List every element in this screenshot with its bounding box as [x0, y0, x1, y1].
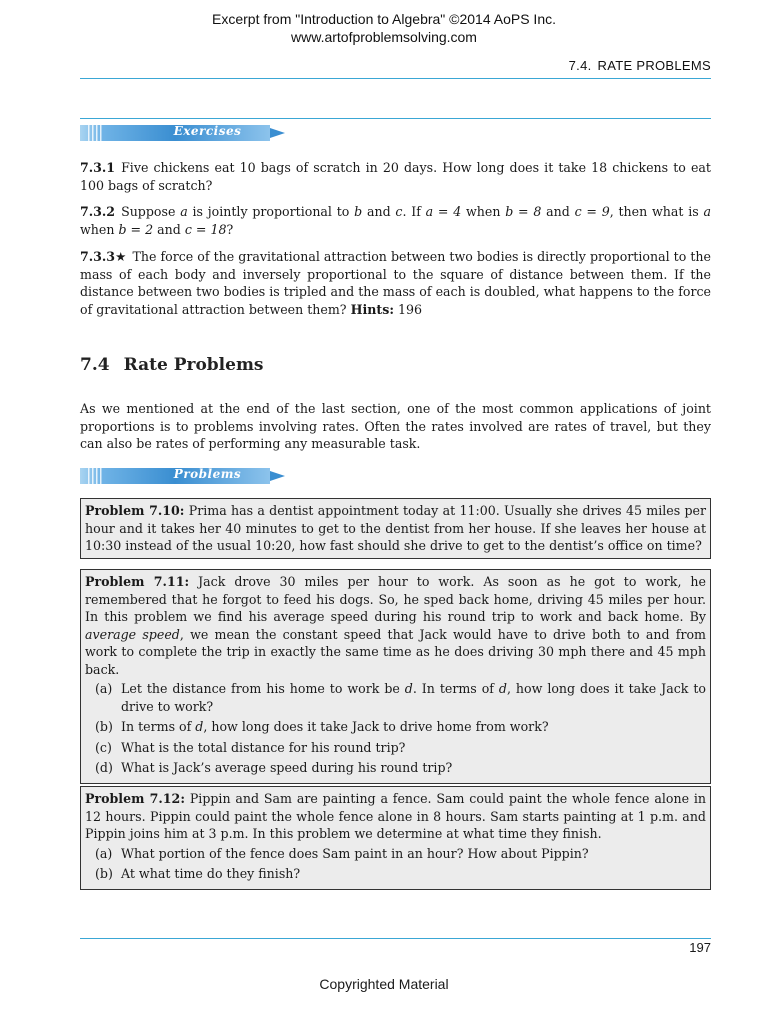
exercises-banner: [80, 122, 290, 144]
part-text: , how long does it take Jack to drive to work?: [121, 681, 706, 714]
problem-title: Problem 7.12:: [85, 791, 185, 806]
part-text: . In terms of: [412, 681, 494, 696]
part-text: Let the distance from his home to work be: [121, 681, 400, 696]
excerpt-title: Excerpt from "Introduction to Algebra" ©2014 AoPS Inc.: [212, 11, 556, 27]
variable: d: [404, 681, 413, 696]
part-label: (a): [95, 845, 113, 861]
variable: a: [180, 204, 188, 219]
problem-text: Prima has a dentist appointment today at 11:00. Usually she drives 45 miles per hour and it takes her 40 minutes to get to the dentist from her house. If she leaves her house at 10:30 instead of the usual 10:20, how fast should she drive to get to the dentist’s office on time?: [85, 503, 706, 553]
problem-text: , we mean the constant speed that Jack would have to drive both to and from work to complete the trip in exactly the same time as he does driving 30 mph there and 45 mph back.: [85, 626, 706, 677]
variable: a: [703, 204, 711, 219]
excerpt-url[interactable]: www.artofproblemsolving.com: [291, 29, 477, 45]
problem-emphasis: average speed: [85, 626, 180, 642]
exercise-label: [80, 249, 126, 264]
exercise-text: when: [466, 204, 501, 219]
exercise-text: Five chickens eat 10 bags of scratch in 20 days. How long does it take 18 chickens to eat 100 bags of scratch?: [80, 160, 711, 193]
part-text: In terms of: [121, 719, 192, 734]
footer-rule: [80, 938, 711, 939]
part-label: (b): [95, 719, 113, 734]
exercise-7-3-3: [80, 248, 711, 318]
list-item: [85, 739, 706, 757]
exercise-text: and: [546, 204, 570, 219]
running-head-title: RATE PROBLEMS: [597, 58, 711, 73]
problem-title: Problem 7.10:: [85, 503, 185, 518]
variable: d: [195, 719, 204, 734]
exercises-banner-label: Exercises: [173, 124, 242, 138]
section-intro: As we mentioned at the end of the last section, one of the most common applications of joint proportions is to problems involving rates. Often the rates involved are rates of travel, but they can also be rates of performing any measurable task.: [80, 401, 711, 451]
running-head-number: 7.4.: [568, 58, 592, 73]
equation: c = 18: [184, 221, 227, 237]
exercise-label: 7.3.1: [80, 160, 116, 175]
exercise-label: 7.3.2: [80, 204, 116, 219]
exercise-text: and: [366, 204, 391, 219]
equation: a = 4: [425, 204, 462, 219]
equation: c = 9: [574, 204, 610, 219]
section-number: 7.4: [80, 355, 110, 375]
problem-7-12: [80, 786, 711, 890]
problem-title: Problem 7.11:: [85, 574, 190, 589]
section-rule: [80, 118, 711, 119]
part-text: At what time do they finish?: [121, 866, 301, 881]
section-title: Rate Problems: [123, 355, 264, 375]
list-item: [85, 845, 706, 863]
variable: d: [498, 681, 507, 696]
variable: b: [354, 204, 363, 219]
header-rule: [80, 78, 711, 79]
problems-banner: [80, 465, 290, 487]
problem-7-10: [80, 498, 711, 559]
exercise-text: is jointly proportional to: [192, 204, 350, 219]
list-item: [85, 680, 706, 715]
equation: b = 8: [505, 204, 542, 219]
part-text: , how long does it take Jack to drive home from work?: [203, 719, 549, 734]
part-label: (a): [95, 681, 113, 696]
hints-link[interactable]: 196: [398, 301, 423, 317]
exercise-text: The force of the gravitational attraction between two bodies is directly proportional to the mass of each body and inversely proportional to the square of distance between them. If the distance between two bodies is tripled and the mass of each is doubled, what happens to the force of gravitational attraction between them?: [80, 249, 711, 317]
exercise-text: ?: [226, 221, 234, 237]
problems-banner-label: Problems: [173, 467, 242, 481]
hints-label: Hints:: [350, 301, 394, 317]
exercise-7-3-1: [80, 159, 711, 194]
part-label: (c): [95, 739, 112, 755]
exercise-text: , then what is: [609, 204, 699, 219]
exercise-number: 7.3.3: [80, 249, 116, 264]
exercise-text: and: [157, 221, 181, 237]
page-number: 197: [689, 940, 711, 955]
exercise-7-3-2: [80, 203, 711, 238]
star-icon: ★: [115, 249, 127, 264]
exercise-text: Suppose: [121, 204, 176, 219]
problem-parts: [85, 845, 706, 883]
exercise-text: . If: [402, 204, 421, 219]
problem-text: Pippin and Sam are painting a fence. Sam could paint the whole fence alone in 12 hours. Pippin could paint the whole fence alone in 8 hours. Sam starts painting at 1 p.m. and Pippin joins him at 3 p.m. In this problem we determine at what time they finish.: [85, 791, 706, 841]
part-text: What is the total distance for his round trip?: [121, 739, 406, 755]
part-text: What portion of the fence does Sam paint in an hour? How about Pippin?: [121, 845, 589, 861]
list-item: [85, 718, 706, 736]
list-item: [85, 865, 706, 883]
copyright-notice: Copyrighted Material: [319, 976, 449, 992]
running-head: [569, 58, 711, 73]
part-text: What is Jack’s average speed during his round trip?: [121, 760, 453, 775]
exercise-text: when: [80, 221, 115, 237]
variable: c: [395, 204, 403, 219]
list-item: [85, 759, 706, 777]
excerpt-header: [0, 10, 768, 46]
problem-7-11: [80, 569, 711, 784]
problem-text: Jack drove 30 miles per hour to work. As soon as he got to work, he remembered that he forgot to feed his dogs. So, he sped back home, driving 45 miles per hour. In this problem we find his average speed during his round trip to work and back home. By: [85, 574, 706, 624]
problem-parts: [85, 680, 706, 777]
section-heading: [80, 355, 264, 375]
equation: b = 2: [118, 221, 154, 237]
part-label: (b): [95, 866, 113, 881]
part-label: (d): [95, 760, 113, 775]
